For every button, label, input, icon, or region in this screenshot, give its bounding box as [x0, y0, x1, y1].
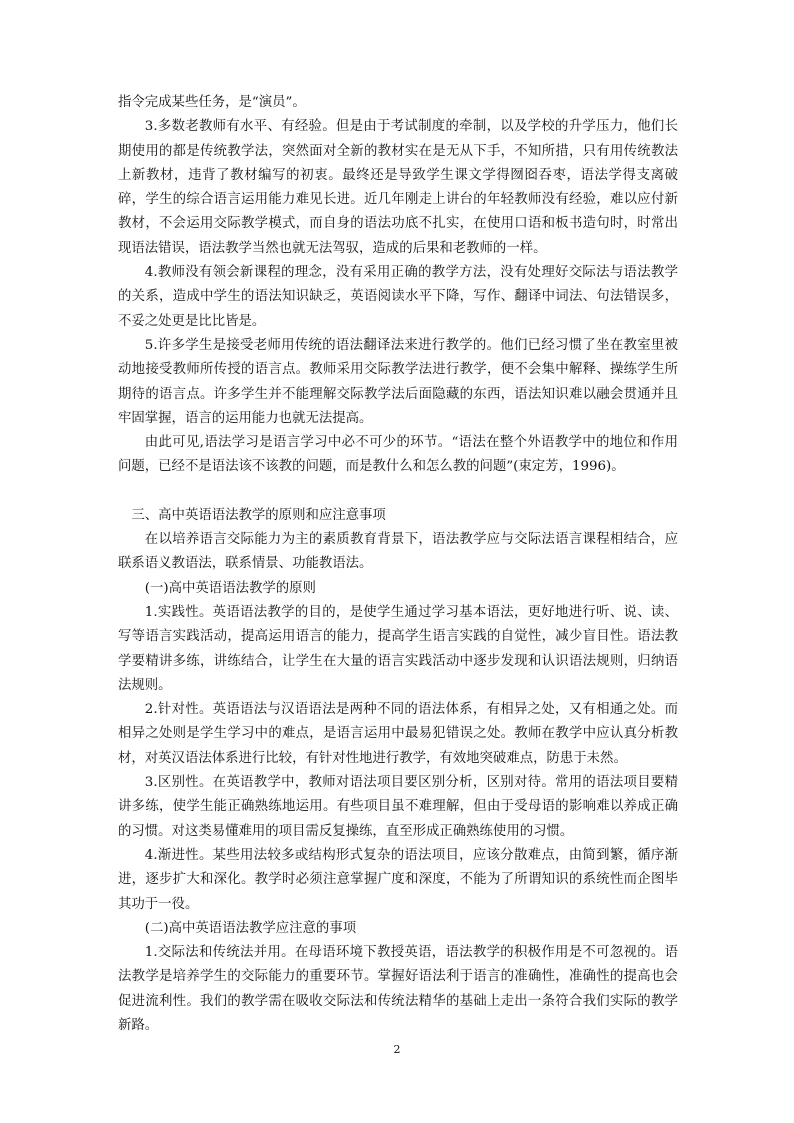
paragraph-point-5: 5.许多学生是接受老师用传统的语法翻译法来进行教学的。他们已经习惯了坐在教室里被动地接受教师所传授的语言点。教师采用交际教学法进行教学，便不会集中解释、操练学生所期待的语言点。许多学生并不能理解交际教学法后面隐藏的东西，语法知识难以融会贯通并且牢固掌握，语言的运用能力也就无法提高。	[118, 337, 678, 426]
section-title: 三、高中英语语法教学的原则和应注意事项	[131, 507, 386, 523]
paragraph-point-4: 4.教师没有领会新课程的理念，没有采用正确的教学方法，没有处理好交际法与语法教学的关系，造成中学生的语法知识缺乏，英语阅读水平下降，写作、翻译中词法、句法错误多，不妥之处更是比比皆是。	[118, 265, 678, 329]
principle-practicality: 1.实践性。英语语法教学的目的，是使学生通过学习基本语法，更好地进行听、说、读、写等语言实践活动，提高运用语言的能力，提高学生语言实践的自觉性，减少盲目性。语法教学要精讲多练，讲练结合，让学生在大量的语言实践活动中逐步发现和认识语法规则，归纳语法规则。	[118, 604, 678, 693]
paragraph-conclusion: 由此可见,语法学习是语言学习中必不可少的环节。“语法在整个外语教学中的地位和作用问题，已经不是语法该不该教的问题，而是教什么和怎么教的问题”(束定芳，1996)。	[118, 435, 678, 475]
principle-pertinence: 2.针对性。英语语法与汉语语法是两种不同的语法体系，有相异之处，又有相通之处。而相异之处则是学生学习中的难点，是语言运用中最易犯错误之处。教师在教学中应认真分析教材，对英汉语法体系进行比较，有针对性地进行教学，有效地突破难点，防患于未然。	[118, 702, 678, 766]
paragraph-point-3: 3.多数老教师有水平、有经验。但是由于考试制度的牵制，以及学校的升学压力，他们长期使用的都是传统教学法，突然面对全新的教材实在是无从下手，不知所措，只有用传统教法上新教材，违背了教材编写的初衷。最终还是导致学生课文学得囫囵吞枣，语法学得支离破碎，学生的综合语言运用能力难见长进。近几年刚走上讲台的年轻教师没有经验，难以应付新教材，不会运用交际教学模式，而自身的语法功底不扎实，在使用口语和板书造句时，时常出现语法错误，语法教学当然也就无法驾驭，造成的后果和老教师的一样。	[118, 119, 678, 256]
page-number: 2	[393, 1043, 401, 1056]
section-spacer	[118, 480, 678, 504]
principle-distinction: 3.区别性。在英语教学中，教师对语法项目要区别分析，区别对待。常用的语法项目要精讲多练，使学生能正确熟练地运用。有些项目虽不难理解，但由于受母语的影响难以养成正确的习惯。对这类易懂难用的项目需反复操练，直至形成正确熟练使用的习惯。	[118, 775, 678, 839]
document-body	[118, 91, 678, 1038]
subheading-notes: (二)高中英语语法教学应注意的事项	[144, 920, 357, 936]
subheading-principles: (一)高中英语语法教学的原则	[144, 580, 316, 596]
paragraph-continuation: 指令完成某些任务，是“演员”。	[118, 95, 306, 110]
principle-gradualness: 4.渐进性。某些用法较多或结构形式复杂的语法项目，应该分散难点，由简到繁，循序渐进，逐步扩大和深化。教学时必须注意掌握广度和深度，不能为了所谓知识的系统性而企图毕其功于一役。	[118, 847, 678, 912]
section-intro: 在以培养语言交际能力为主的素质教育背景下，语法教学应与交际法语言课程相结合，应联系语义教语法，联系情景、功能教语法。	[118, 532, 678, 572]
note-combined-methods: 1.交际法和传统法并用。在母语环境下教授英语，语法教学的积极作用是不可忽视的。语法教学是培养学生的交际能力的重要环节。掌握好语法利于语言的准确性，准确性的提高也会促进流利性。我们的教学需在吸收交际法和传统法精华的基础上走出一条符合我们实际的教学新路。	[118, 945, 678, 1033]
